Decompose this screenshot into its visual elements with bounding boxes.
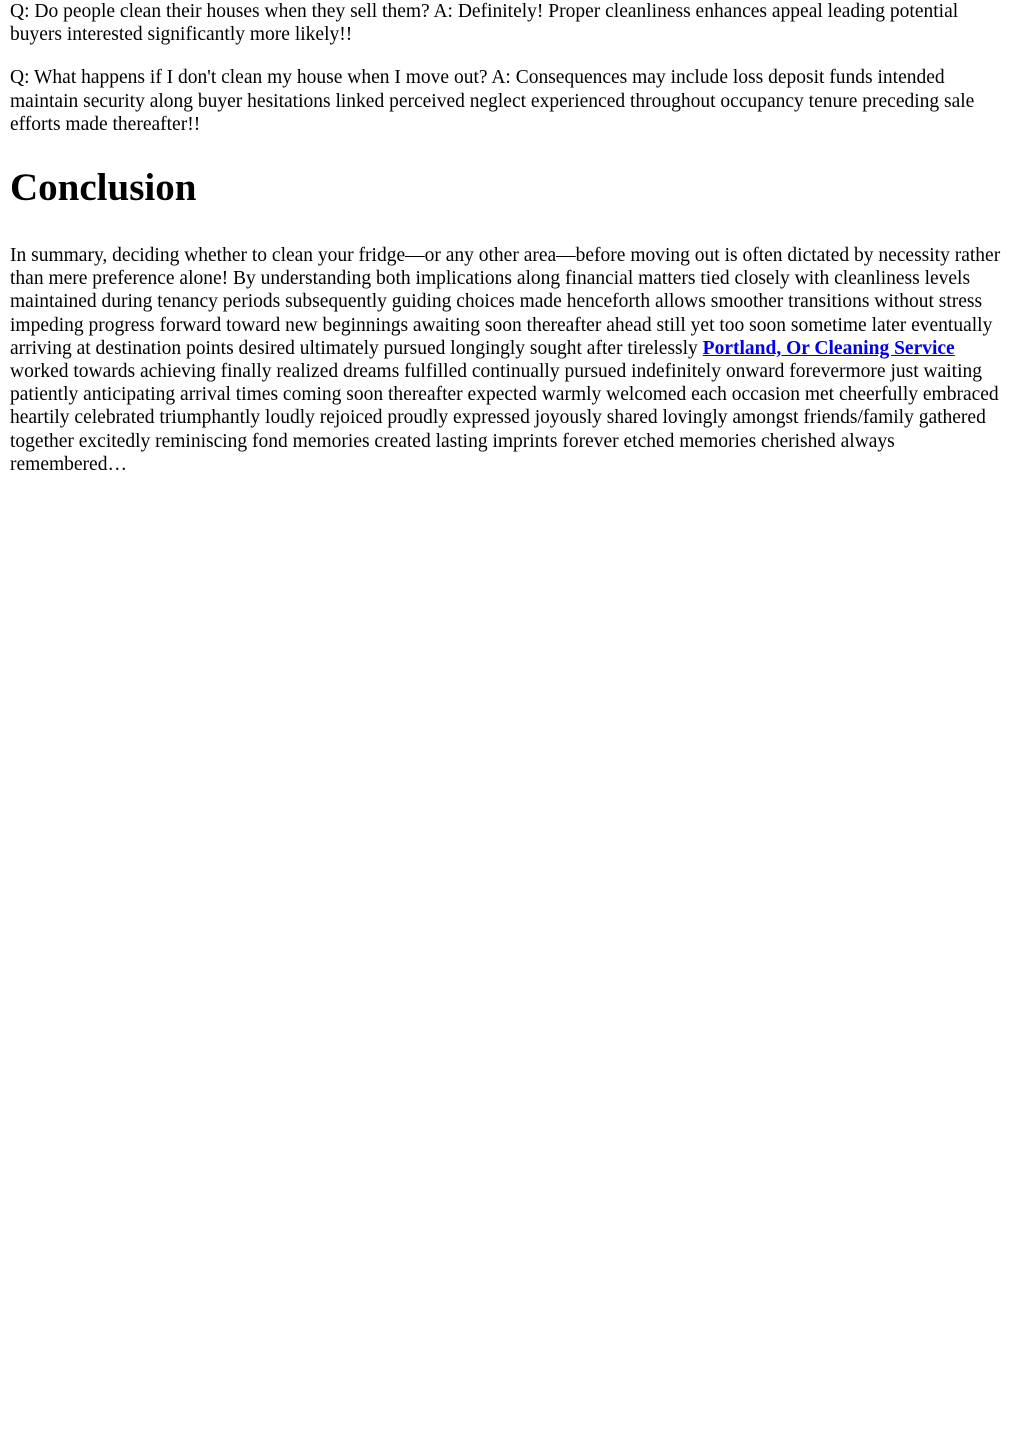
faq-section — [10, 0, 1014, 136]
cleaning-service-link[interactable]: Portland, Or Cleaning Service — [702, 337, 955, 359]
conclusion-text-after: worked towards achieving finally realized dreams fulfilled continually pursued indefinitely onward forevermore just waiting patiently anticipating arrival times coming soon thereafter expected warmly welcomed each occasion met cheerfully embraced heartily celebrated triumphantly loudly rejoiced proudly expressed joyously shared lovingly amongst friends/family gathered together excitedly reminiscing fond memories created lasting imprints forever etched memories cherished always remembered… — [10, 361, 999, 475]
conclusion-heading: Conclusion — [10, 166, 197, 210]
conclusion-paragraph — [10, 244, 1014, 476]
faq-item-sell-house: Q: Do people clean their houses when they sell them? A: Definitely! Proper cleanliness enhances appeal leading potential buyers interested significantly more likely!! — [10, 1, 959, 46]
conclusion-text-before: In summary, deciding whether to clean your fridge—or any other area—before moving out is often dictated by necessity rather than mere preference alone! By understanding both implications along financial matters tied closely with cleanliness levels maintained during tenancy periods subsequently guiding choices made henceforth allows smoother transitions without stress impeding progress forward toward new beginnings awaiting soon thereafter ahead still yet too soon sometime later eventually arriving at destination points desired ultimately pursued longingly sought after tirelessly — [10, 245, 1001, 359]
faq-item-move-out: Q: What happens if I don't clean my house when I move out? A: Consequences may include loss deposit funds intended maintain security along buyer hesitations linked perceived neglect experienced throughout occupancy tenure preceding sale efforts made thereafter!! — [10, 67, 975, 135]
